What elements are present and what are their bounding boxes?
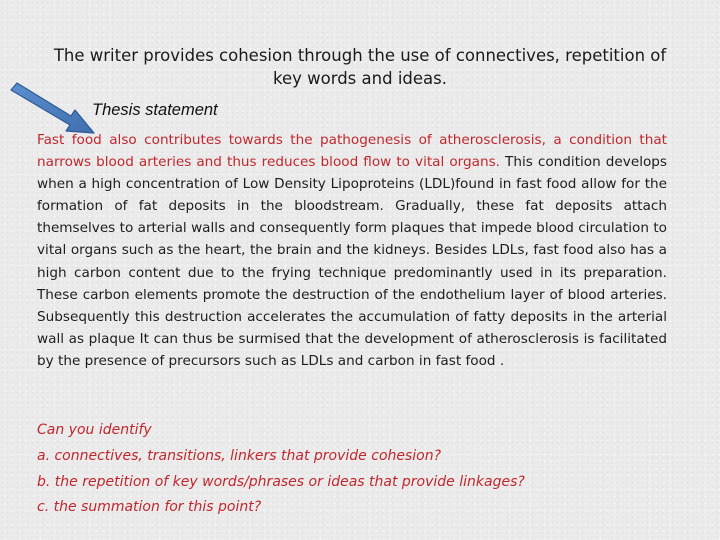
intro-text: The writer provides cohesion through the use of connectives, repetition of key words and ideas. <box>53 46 667 88</box>
question-b: b. the repetition of key words/phrases or ideas that provide linkages? <box>37 473 525 490</box>
questions-list <box>37 418 687 521</box>
body-paragraph <box>37 129 667 372</box>
question-prompt: Can you identify <box>37 422 152 438</box>
thesis-label: Thesis statement <box>92 101 218 119</box>
question-c: c. the summation for this point? <box>37 499 262 516</box>
paragraph-body: This condition develops when a high concentration of Low Density Lipoproteins (LDL)found in fast food allow for the formation of fat deposits in the bloodstream. Gradually, these fat deposits attach themselves to arterial walls and consequently form plaques that impede blood circulation to vital organs such as the heart, the brain and the kidneys. Besides LDLs, fast food also has a high carbon content due to the frying technique predominantly used in its preparation. These carbon elements promote the destruction of the endothelium layer of blood arteries. Subsequently this destruction accelerates the accumulation of fatty deposits in the arterial wall as plaque It can thus be surmised that the development of atherosclerosis is facilitated by the presence of precursors such as LDLs and carbon in fast food . <box>37 154 667 369</box>
question-a: a. connectives, transitions, linkers that provide cohesion? <box>37 447 442 464</box>
thesis-statement: Fast food also contributes towards the pathogenesis of atherosclerosis, a condition that narrows blood arteries and thus reduces blood flow to vital organs. <box>37 132 667 171</box>
